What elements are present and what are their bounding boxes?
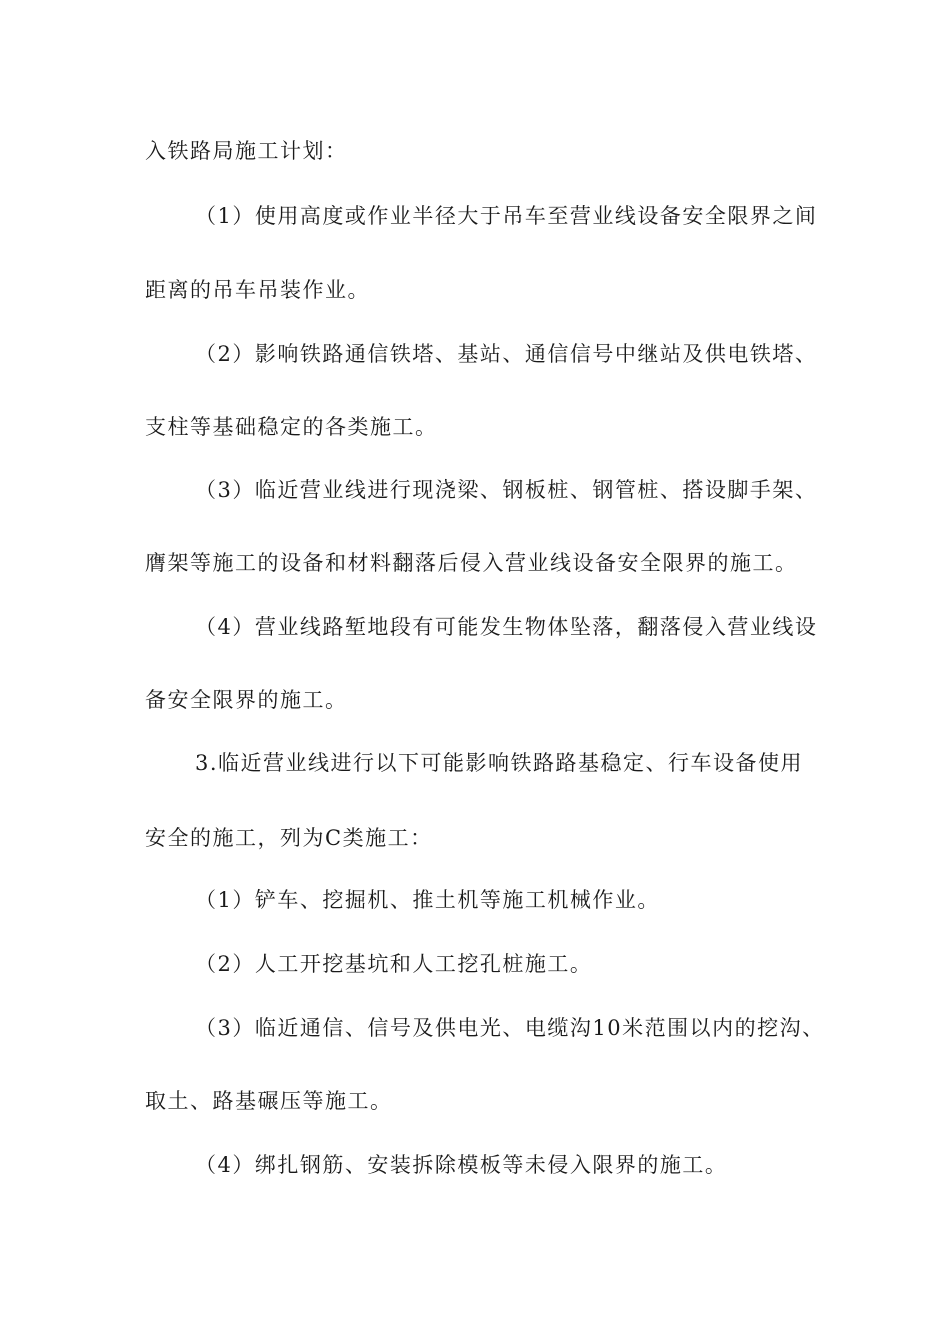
text-line: （2）人工开挖基坑和人工挖孔桩施工。 — [195, 952, 593, 976]
text-line: 膺架等施工的设备和材料翻落后侵入营业线设备安全限界的施工。 — [145, 551, 798, 575]
text-line: （3）临近通信、信号及供电光、电缆沟10米范围以内的挖沟、 — [195, 1016, 825, 1040]
text-line: 取土、路基碾压等施工。 — [145, 1089, 393, 1113]
text-line: 3.临近营业线进行以下可能影响铁路路基稳定、行车设备使用 — [195, 751, 804, 775]
text-line: 距离的吊车吊装作业。 — [145, 278, 370, 302]
text-line: 入铁路局施工计划： — [145, 139, 348, 163]
text-line: （3）临近营业线进行现浇梁、钢板桩、钢管桩、搭设脚手架、 — [195, 478, 818, 502]
text-line: 安全的施工，列为C类施工： — [145, 826, 433, 850]
text-line: （4）营业线路堑地段有可能发生物体坠落，翻落侵入营业线设 — [195, 615, 818, 639]
text-line: （2）影响铁路通信铁塔、基站、通信信号中继站及供电铁塔、 — [195, 342, 818, 366]
text-line: （4）绑扎钢筋、安装拆除模板等未侵入限界的施工。 — [195, 1153, 728, 1177]
text-line: 支柱等基础稳定的各类施工。 — [145, 415, 438, 439]
text-line: （1）使用高度或作业半径大于吊车至营业线设备安全限界之间 — [195, 204, 818, 228]
text-line: 备安全限界的施工。 — [145, 688, 348, 712]
text-line: （1）铲车、挖掘机、推土机等施工机械作业。 — [195, 888, 660, 912]
